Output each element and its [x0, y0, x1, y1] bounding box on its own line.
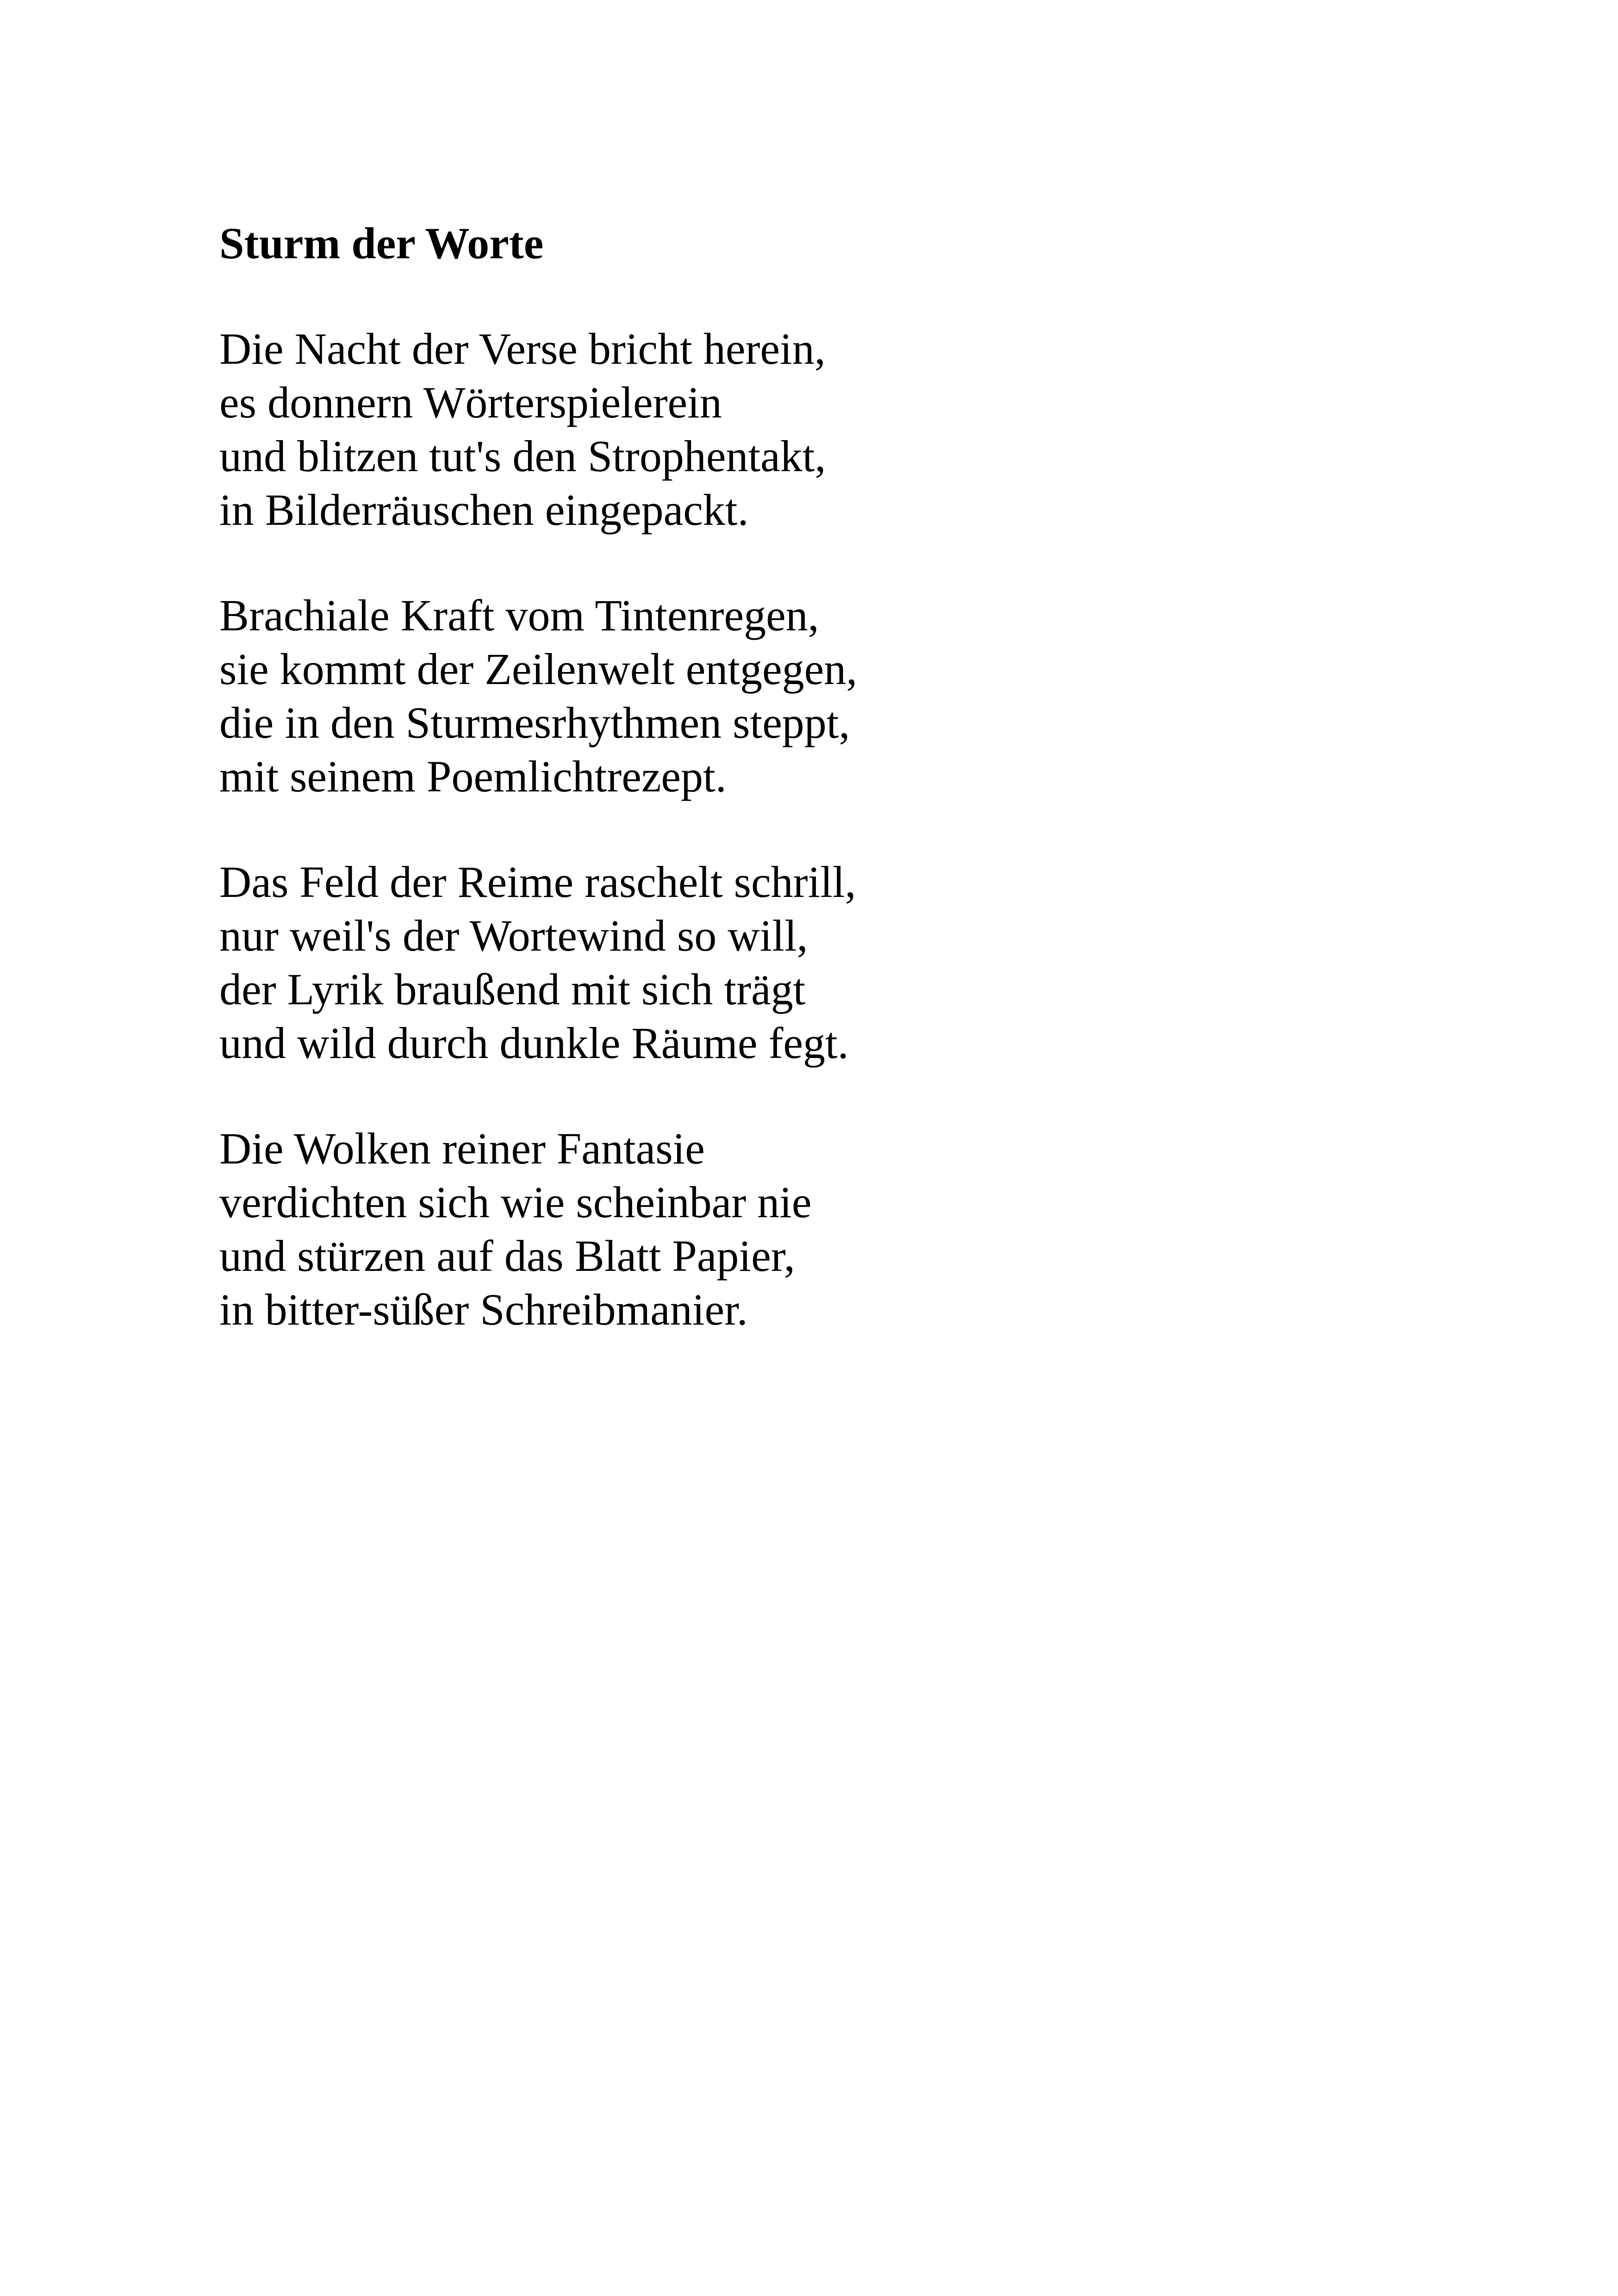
poem-line: nur weil's der Wortewind so will,: [219, 911, 808, 960]
poem-line: Das Feld der Reime raschelt schrill,: [219, 857, 856, 907]
poem-line: in Bilderräuschen eingepackt.: [219, 485, 749, 535]
poem-line: Brachiale Kraft vom Tintenregen,: [219, 591, 819, 640]
poem: [219, 217, 1423, 1388]
poem-line: verdichten sich wie scheinbar nie: [219, 1177, 812, 1227]
poem-line: Die Wolken reiner Fantasie: [219, 1124, 705, 1173]
stanza-1: [219, 322, 1423, 537]
stanza-2: [219, 589, 1423, 803]
poem-line: die in den Sturmesrhythmen steppt,: [219, 698, 850, 747]
poem-line: Die Nacht der Verse bricht herein,: [219, 324, 826, 373]
poem-line: der Lyrik braußend mit sich trägt: [219, 964, 806, 1014]
poem-line: sie kommt der Zeilenwelt entgegen,: [219, 644, 858, 694]
poem-line: es donnern Wörterspielerein: [219, 378, 722, 427]
stanza-4: [219, 1122, 1423, 1337]
poem-title: Sturm der Worte: [219, 218, 544, 268]
poem-line: und wild durch dunkle Räume fegt.: [219, 1018, 849, 1068]
poem-line: und stürzen auf das Blatt Papier,: [219, 1231, 795, 1281]
stanza-3: [219, 855, 1423, 1070]
poem-line: und blitzen tut's den Strophentakt,: [219, 431, 826, 481]
poem-line: mit seinem Poemlichtrezept.: [219, 752, 727, 801]
poem-line: in bitter-süßer Schreibmanier.: [219, 1285, 748, 1334]
